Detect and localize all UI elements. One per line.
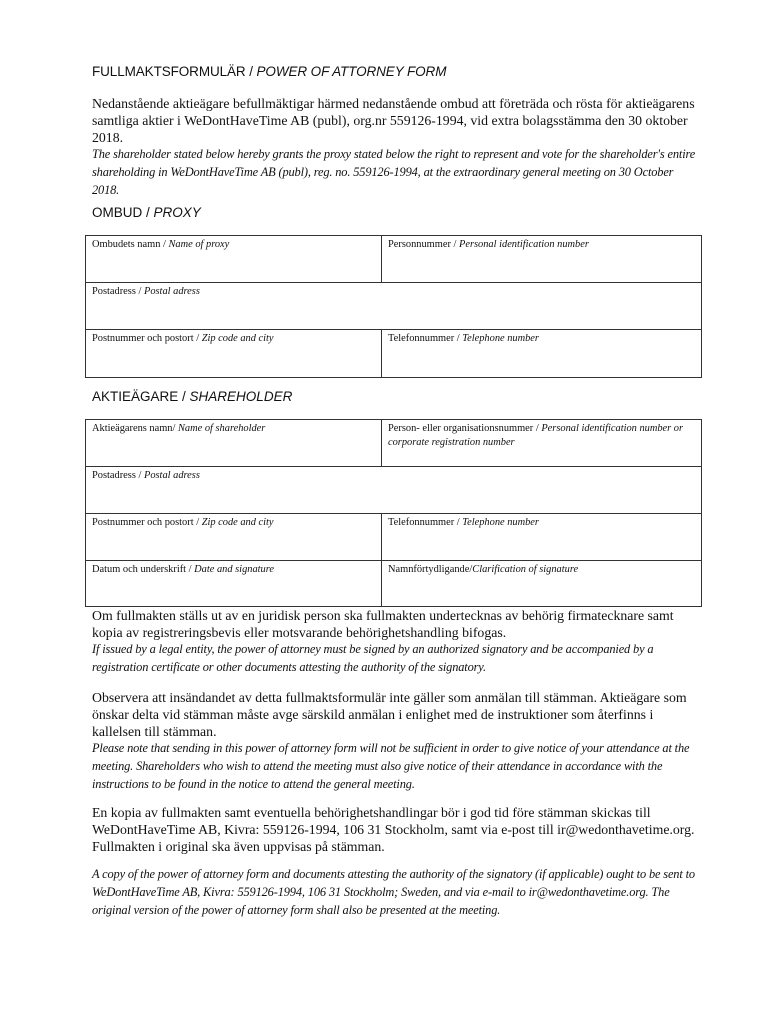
legal-entity-sv: Om fullmakten ställs ut av en juridisk person ska fullmakten undertecknas av behörig firmatecknare samt kopia av registreringsbevis eller motsvarande behörighetshandling bifogas. xyxy=(92,608,674,640)
proxy-heading-sv: OMBUD xyxy=(92,205,143,220)
field-label-en: Postal adress xyxy=(143,286,200,297)
field-label: Personnummer / xyxy=(388,239,459,250)
copy-en: A copy of the power of attorney form and documents attesting the authority of the signatory (if applicable) ought to be sent to WeDontHaveTime AB, Kivra: 559126-1994, 106 31 Stockholm; Sweden, and via e-mail to ir@wedonthavetime.org. The original version of the power of attorney form shall also be presented at the meeting. xyxy=(92,867,695,917)
proxy-heading-en: PROXY xyxy=(153,205,201,220)
shareholder-zip-city-field[interactable] xyxy=(86,514,382,561)
field-label-en: Zip code and city xyxy=(201,517,274,528)
notice-sv: Observera att insändandet av detta fullmaktsformulär inte gäller som anmälan till stämman. Aktieägare som önskar delta vid stämman måste avge särskild anmälan i enlighet med de instruktioner som återfinns i kallelsen till stämman. xyxy=(92,690,687,739)
field-label: Postnummer och postort / xyxy=(92,333,202,344)
field-label: Telefonnummer / xyxy=(388,333,463,344)
field-label: Postadress / xyxy=(92,470,144,481)
shareholder-heading: AKTIEÄGARE / SHAREHOLDER xyxy=(92,389,293,404)
field-label: Telefonnummer / xyxy=(388,517,463,528)
field-label-en: Telephone number xyxy=(462,333,539,344)
field-label-en: Clarification of signature xyxy=(472,564,579,575)
shareholder-table xyxy=(85,419,702,607)
copy-sv: En kopia av fullmakten samt eventuella behörighetshandlingar bör i god tid före stämman skickas till WeDontHaveTime AB, Kivra: 559126-1994, 106 31 Stockholm, samt via e-post till ir@wedonthavetime.org. Fullmakten i original ska även uppvisas på stämman. xyxy=(92,805,695,854)
proxy-table xyxy=(85,235,702,378)
proxy-heading: OMBUD / PROXY xyxy=(92,205,201,220)
proxy-zip-city-field[interactable] xyxy=(86,330,382,378)
shareholder-heading-sv: AKTIEÄGARE xyxy=(92,389,179,404)
title-separator: / xyxy=(245,64,257,79)
field-label: Postadress / xyxy=(92,286,144,297)
proxy-name-field[interactable] xyxy=(86,236,382,283)
field-label: Aktieägarens namn/ xyxy=(92,423,178,434)
shareholder-heading-en: SHAREHOLDER xyxy=(189,389,293,404)
field-label: Person- eller organisationsnummer / xyxy=(388,423,542,434)
field-label: Datum och underskrift / xyxy=(92,564,195,575)
intro-en: The shareholder stated below hereby grants the proxy stated below the right to represent and vote for the shareholder's entire shareholding in WeDontHaveTime AB (publ), reg. no. 559126-1994, at the extraordinary general meeting on 30 October 2018. xyxy=(92,147,696,197)
shareholder-id-field[interactable] xyxy=(382,420,702,467)
shareholder-name-field[interactable] xyxy=(86,420,382,467)
field-label-en: Zip code and city xyxy=(201,333,274,344)
field-label: Namnförtydligande/ xyxy=(388,564,473,575)
field-label-en: Name of shareholder xyxy=(177,423,266,434)
field-label: Postnummer och postort / xyxy=(92,517,202,528)
field-label-en: Name of proxy xyxy=(168,239,230,250)
title-en: POWER OF ATTORNEY FORM xyxy=(256,64,447,79)
notice-en: Please note that sending in this power of attorney form will not be sufficient in order to give notice of your attendance at the meeting. Shareholders who wish to attend the meeting must also give notice of their attendance in accordance with the instructions to be found in the notice to attend the general meeting. xyxy=(92,741,690,791)
shareholder-telephone-field[interactable] xyxy=(382,514,702,561)
field-label-en: Telephone number xyxy=(462,517,539,528)
field-label: Ombudets namn / xyxy=(92,239,169,250)
proxy-personal-id-field[interactable] xyxy=(382,236,702,283)
title-sv: FULLMAKTSFORMULÄR xyxy=(92,64,246,79)
shareholder-clarification-field[interactable] xyxy=(382,561,702,607)
proxy-postal-address-field[interactable] xyxy=(86,283,702,330)
intro-sv: Nedanstående aktieägare befullmäktigar härmed nedanstående ombud att företräda och rösta för aktieägarens samtliga aktier i WeDontHaveTime AB (publ), org.nr 559126-1994, vid extra bolagsstämma den 30 oktober 2018. xyxy=(92,96,695,145)
legal-entity-en: If issued by a legal entity, the power of attorney must be signed by an authorized signatory and be accompanied by a registration certificate or other documents attesting the authority of the signatory. xyxy=(92,642,654,674)
shareholder-postal-address-field[interactable] xyxy=(86,467,702,514)
page-title xyxy=(92,64,446,79)
field-label-en: Personal identification number xyxy=(459,239,589,250)
field-label-en: Postal adress xyxy=(143,470,200,481)
proxy-telephone-field[interactable] xyxy=(382,330,702,378)
shareholder-date-signature-field[interactable] xyxy=(86,561,382,607)
field-label-en: Personal identification number or corporate registration number xyxy=(388,423,684,448)
field-label-en: Date and signature xyxy=(194,564,275,575)
